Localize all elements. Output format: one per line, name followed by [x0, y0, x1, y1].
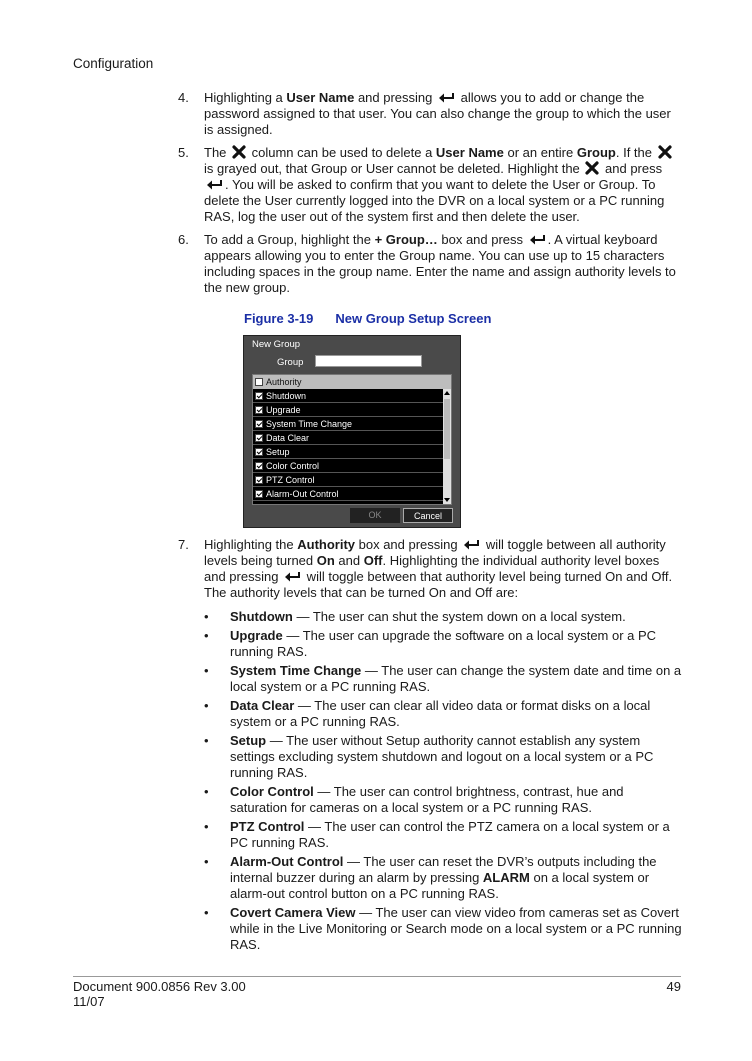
step-text: . A virtual keyboard appears allowing you to enter the Group name. You can use up to 15 characters including spaces in the group name. Enter the name and assign authority levels to the new group.	[204, 232, 676, 295]
list-item	[178, 733, 683, 781]
step-text: allows you to add or change the password assigned to that user. You can also change the group to which the user is assigned.	[204, 90, 671, 137]
step-5	[178, 145, 683, 225]
bullet-desc: — The user can reset the DVR’s outputs including the internal buzzer during an alarm by pressing	[230, 854, 657, 885]
enter-key-icon	[284, 571, 301, 582]
cancel-button[interactable]: Cancel	[403, 508, 453, 523]
plus-icon: +	[374, 232, 383, 247]
list-item	[178, 784, 683, 816]
step-term: Group…	[382, 232, 438, 247]
bullet-desc: — The user can view video from cameras set as Covert while in the Live Monitoring or Search mode on a local system or a PC running RAS.	[230, 905, 682, 952]
checkbox-checked-icon	[255, 462, 263, 470]
step-text: column can be used to delete a	[248, 145, 436, 160]
step-text: will toggle between all authority levels being turned	[204, 537, 666, 568]
bullet-desc: — The user can upgrade the software on a local system or a PC running RAS.	[230, 628, 657, 659]
figure-caption	[244, 311, 491, 326]
scroll-thumb[interactable]	[444, 399, 450, 459]
authority-item-label: Color Control	[266, 461, 320, 471]
list-item	[178, 609, 683, 625]
list-item	[178, 819, 683, 851]
step-text: Highlighting a	[204, 90, 287, 105]
bullet-term: Alarm-Out Control	[230, 854, 344, 869]
authority-item[interactable]	[253, 459, 443, 473]
step-text: box and press	[437, 232, 527, 247]
step-number: 6.	[178, 232, 189, 247]
step-text: or an entire	[503, 145, 577, 160]
checkbox-checked-icon	[255, 392, 263, 400]
checkbox-checked-icon	[255, 476, 263, 484]
step-number: 4.	[178, 90, 189, 105]
authority-toggle-all[interactable]	[253, 375, 451, 389]
enter-key-icon	[529, 234, 546, 245]
bullet-term: Upgrade	[230, 628, 283, 643]
bullet-icon: •	[204, 905, 209, 920]
authority-item-label: System Time Change	[266, 419, 353, 429]
step-term: Authority	[297, 537, 356, 552]
footer-document	[73, 979, 246, 1009]
figure-number: Figure 3-19	[244, 311, 314, 326]
authority-item[interactable]	[253, 473, 443, 487]
group-name-input[interactable]	[315, 355, 422, 367]
step-text: . You will be asked to confirm that you want to delete the User or Group. To delete the User currently logged into the DVR on a local system or a PC running RAS, log the user out of the system first and then delete the user.	[204, 177, 665, 224]
step-term: User Name	[435, 145, 504, 160]
checkbox-checked-icon	[255, 420, 263, 428]
scroll-down-icon[interactable]	[444, 498, 450, 502]
authority-item[interactable]	[253, 389, 443, 403]
document-number: Document 900.0856 Rev 3.00	[73, 979, 246, 994]
step-term: Off	[363, 553, 383, 568]
step-text: . If the	[615, 145, 656, 160]
authority-item-label: Alarm-Out Control	[266, 489, 339, 499]
enter-key-icon	[463, 539, 480, 550]
authority-item[interactable]	[253, 417, 443, 431]
new-group-screen	[243, 335, 461, 528]
bullet-term: Color Control	[230, 784, 314, 799]
list-item	[178, 663, 683, 695]
authority-item[interactable]	[253, 431, 443, 445]
bullet-desc: — The user can control brightness, contrast, hue and saturation for cameras on a local system or a PC running RAS.	[230, 784, 624, 815]
bullet-icon: •	[204, 854, 209, 869]
step-number: 5.	[178, 145, 189, 160]
checkbox-checked-icon	[255, 490, 263, 498]
checkbox-icon	[255, 378, 263, 386]
group-label: Group	[277, 357, 304, 368]
list-item	[178, 628, 683, 660]
step-7	[178, 537, 683, 601]
bullet-desc: — The user can shut the system down on a local system.	[292, 609, 626, 624]
list-item	[178, 698, 683, 730]
step-text: box and pressing	[355, 537, 462, 552]
bullet-icon: •	[204, 663, 209, 678]
steps-section	[178, 90, 683, 303]
delete-x-icon	[232, 145, 246, 159]
bullet-term: System Time Change	[230, 663, 362, 678]
step-4	[178, 90, 683, 138]
step-number: 7.	[178, 537, 189, 552]
authority-list	[252, 374, 452, 505]
step-7-section	[178, 537, 683, 956]
enter-key-icon	[206, 179, 223, 190]
scroll-up-icon[interactable]	[444, 391, 450, 395]
step-term: On	[316, 553, 335, 568]
list-item	[178, 905, 683, 953]
bullet-desc: — The user without Setup authority cannot establish any system settings excluding system shutdown and logout on a local system or a PC running RAS.	[230, 733, 654, 780]
figure-title: New Group Setup Screen	[335, 311, 492, 326]
authority-item-label: Shutdown	[266, 391, 307, 401]
step-text: To add a Group, highlight the	[204, 232, 375, 247]
authority-item[interactable]	[253, 487, 443, 501]
bullet-icon: •	[204, 819, 209, 834]
list-scrollbar[interactable]	[443, 389, 451, 504]
bullet-icon: •	[204, 784, 209, 799]
ok-button[interactable]: OK	[350, 508, 400, 523]
step-term: Group	[576, 145, 616, 160]
step-term: User Name	[286, 90, 355, 105]
step-text: will toggle between that authority level being turned On and Off. The authority levels that can be turned On and Off are:	[204, 569, 673, 600]
authority-label: Authority	[266, 377, 302, 387]
step-text: and	[334, 553, 364, 568]
enter-key-icon	[438, 92, 455, 103]
page-number: 49	[666, 979, 681, 994]
checkbox-checked-icon	[255, 406, 263, 414]
authority-item[interactable]	[253, 445, 443, 459]
authority-item-label: Data Clear	[266, 433, 310, 443]
bullet-term: PTZ Control	[230, 819, 305, 834]
bullet-desc: on a local system or alarm-out control button on a PC running RAS.	[230, 870, 650, 901]
authority-item[interactable]	[253, 403, 443, 417]
bullet-term: Data Clear	[230, 698, 295, 713]
bullet-icon: •	[204, 609, 209, 624]
authority-item-label: Setup	[266, 447, 290, 457]
page-section-title: Configuration	[73, 56, 154, 71]
bullet-term: ALARM	[482, 870, 530, 885]
bullet-term: Shutdown	[230, 609, 293, 624]
list-item	[178, 854, 683, 902]
delete-x-icon	[585, 161, 599, 175]
footer-divider	[73, 976, 681, 977]
authority-bullets	[178, 609, 683, 953]
bullet-term: Covert Camera View	[230, 905, 356, 920]
bullet-desc: — The user can control the PTZ camera on a local system or a PC running RAS.	[230, 819, 670, 850]
bullet-icon: •	[204, 733, 209, 748]
bullet-icon: •	[204, 628, 209, 643]
step-text: . Highlighting the individual authority level boxes and pressing	[204, 553, 660, 584]
authority-item-label: PTZ Control	[266, 475, 315, 485]
step-text: and pressing	[354, 90, 436, 105]
checkbox-checked-icon	[255, 434, 263, 442]
step-text: is grayed out, that Group or User cannot be deleted. Highlight the	[204, 161, 584, 176]
checkbox-checked-icon	[255, 448, 263, 456]
dialog-title: New Group	[252, 339, 301, 350]
bullet-desc: — The user can clear all video data or format disks on a local system or a PC running RAS.	[230, 698, 651, 729]
step-text: and press	[601, 161, 663, 176]
bullet-term: Setup	[230, 733, 267, 748]
delete-x-icon	[658, 145, 672, 159]
authority-item-label: Upgrade	[266, 405, 301, 415]
step-text: Highlighting the	[204, 537, 298, 552]
step-6	[178, 232, 683, 296]
bullet-icon: •	[204, 698, 209, 713]
bullet-desc: — The user can change the system date and time on a local system or a PC running RAS.	[230, 663, 682, 694]
document-date: 11/07	[73, 994, 105, 1009]
step-text: The	[204, 145, 231, 160]
